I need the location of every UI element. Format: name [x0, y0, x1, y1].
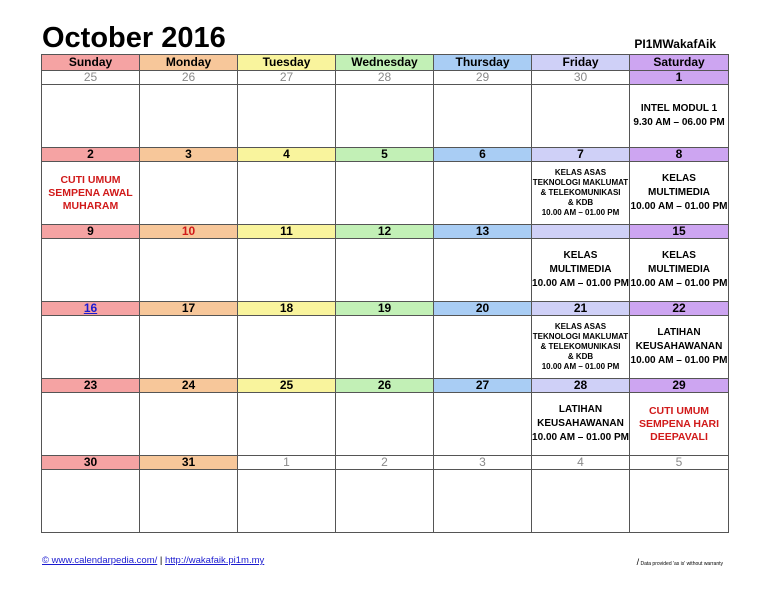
day-number: 26 [140, 71, 238, 85]
day-cell [532, 393, 630, 456]
day-number: 1 [630, 71, 729, 85]
day-cell [630, 316, 729, 379]
week-5-events-row [42, 393, 729, 456]
event-line: KELAS MULTIMEDIA [647, 173, 711, 198]
weekday-saturday: Saturday [630, 55, 729, 71]
week-1-date-row [42, 71, 729, 85]
day-number: 7 [532, 148, 630, 162]
day-cell [238, 470, 336, 533]
event-line: 10.00 AM – 01.00 PM [630, 278, 728, 289]
event-line: INTEL MODUL 1 [640, 103, 718, 114]
event-kelas-asas [532, 322, 629, 372]
event-line: LATIHAN [558, 404, 603, 415]
day-cell [434, 162, 532, 225]
day-number: 21 [532, 302, 630, 316]
day-number: 4 [532, 456, 630, 470]
day-cell [532, 162, 630, 225]
day-cell [434, 316, 532, 379]
day-cell [42, 162, 140, 225]
day-number: 9 [42, 225, 140, 239]
event-line: & KDB [567, 198, 594, 207]
day-cell [140, 85, 238, 148]
event-line: KELAS ASAS [554, 168, 607, 177]
day-number: 8 [630, 148, 729, 162]
day-cell [42, 470, 140, 533]
day-cell [42, 316, 140, 379]
day-number: 20 [434, 302, 532, 316]
week-6-date-row [42, 456, 729, 470]
day-cell [434, 470, 532, 533]
event-line: 10.00 AM – 01.00 PM [630, 355, 728, 366]
day-cell [238, 239, 336, 302]
week-4-date-row [42, 302, 729, 316]
day-cell [140, 470, 238, 533]
week-3-date-row [42, 225, 729, 239]
day-cell [630, 393, 729, 456]
day-number: 31 [140, 456, 238, 470]
event-line: SEMPENA HARI [638, 417, 720, 430]
event-line: LATIHAN [657, 327, 701, 338]
weekday-monday: Monday [140, 55, 238, 71]
day-cell [434, 85, 532, 148]
day-number: 28 [336, 71, 434, 85]
event-line: & TELEKOMUNIKASI [540, 188, 621, 197]
event-line: 10.00 AM – 01.00 PM [532, 432, 629, 443]
day-cell [336, 470, 434, 533]
day-cell [630, 85, 729, 148]
day-number: 10 [140, 225, 238, 239]
day-number: 15 [630, 225, 729, 239]
day-cell [532, 470, 630, 533]
day-number: 22 [630, 302, 729, 316]
page-title: October 2016 [42, 22, 226, 54]
week-5-date-row [42, 379, 729, 393]
day-cell [336, 85, 434, 148]
week-2-date-row [42, 148, 729, 162]
day-number: 24 [140, 379, 238, 393]
footer-links [42, 555, 264, 566]
day-number[interactable]: 16 [83, 301, 98, 315]
day-cell [532, 239, 630, 302]
day-cell [42, 393, 140, 456]
day-cell [140, 239, 238, 302]
day-cell [336, 393, 434, 456]
event-line: 10.00 AM – 01.00 PM [630, 201, 728, 212]
event-line: KELAS MULTIMEDIA [647, 250, 711, 275]
day-cell [140, 393, 238, 456]
day-number: 23 [42, 379, 140, 393]
event-holiday-deepavali [630, 405, 728, 444]
day-number-link[interactable] [42, 302, 140, 316]
event-line: SEMPENA AWAL [48, 186, 133, 199]
event-line: TEKNOLOGI MAKLUMAT [532, 332, 629, 341]
event-latihan-keusahawanan [630, 326, 728, 368]
day-cell [140, 162, 238, 225]
event-line: 9.30 AM – 06.00 PM [633, 117, 725, 128]
day-number: 29 [630, 379, 729, 393]
weekday-wednesday: Wednesday [336, 55, 434, 71]
day-number: 6 [434, 148, 532, 162]
day-number: 2 [336, 456, 434, 470]
event-line: DEEPAVALI [650, 430, 708, 443]
event-kelas-multimedia [630, 249, 728, 291]
event-line: CUTI UMUM [648, 404, 710, 417]
weekday-sunday: Sunday [42, 55, 140, 71]
day-number: 27 [434, 379, 532, 393]
day-cell [434, 393, 532, 456]
day-number: 19 [336, 302, 434, 316]
day-cell [630, 239, 729, 302]
event-kelas-multimedia [630, 172, 728, 214]
day-number: 28 [532, 379, 630, 393]
week-4-events-row [42, 316, 729, 379]
day-cell [336, 316, 434, 379]
weekday-tuesday: Tuesday [238, 55, 336, 71]
day-cell [532, 85, 630, 148]
event-kelas-multimedia [532, 249, 629, 291]
week-3-events-row [42, 239, 729, 302]
disclaimer-slash: / [636, 557, 640, 567]
day-number: 12 [336, 225, 434, 239]
day-cell [238, 316, 336, 379]
disclaimer-text: Data provided 'as is' without warranty [640, 561, 723, 567]
event-line: 10.00 AM – 01.00 PM [532, 278, 629, 289]
day-number: 27 [238, 71, 336, 85]
event-intel-modul [630, 102, 728, 130]
footer-disclaimer [637, 557, 723, 567]
event-line: & KDB [567, 352, 594, 361]
week-1-events-row [42, 85, 729, 148]
day-number: 25 [42, 71, 140, 85]
day-cell [336, 239, 434, 302]
wakafaik-link[interactable]: http://wakafaik.pi1m.my [165, 555, 265, 566]
event-latihan-keusahawanan [532, 403, 629, 445]
site-tag: PI1MWakafAik [634, 37, 716, 51]
day-number: 26 [336, 379, 434, 393]
day-cell [630, 470, 729, 533]
event-line: KEUSAHAWANAN [537, 418, 624, 429]
day-number: 3 [434, 456, 532, 470]
weekday-header-row [42, 55, 729, 71]
day-cell [434, 239, 532, 302]
day-number: 11 [238, 225, 336, 239]
day-number: 30 [42, 456, 140, 470]
day-number: 4 [238, 148, 336, 162]
event-line: 10.00 AM – 01.00 PM [541, 362, 620, 371]
calendar-grid [41, 54, 729, 533]
day-number [532, 225, 630, 239]
event-line: TEKNOLOGI MAKLUMAT [532, 178, 629, 187]
day-cell [238, 393, 336, 456]
day-cell [42, 85, 140, 148]
event-line: MUHARAM [62, 199, 119, 212]
weekday-friday: Friday [532, 55, 630, 71]
footer-separator: | [157, 555, 165, 566]
day-cell [532, 316, 630, 379]
day-number: 1 [238, 456, 336, 470]
day-cell [42, 239, 140, 302]
day-number: 13 [434, 225, 532, 239]
day-number: 29 [434, 71, 532, 85]
day-cell [630, 162, 729, 225]
weekday-thursday: Thursday [434, 55, 532, 71]
day-cell [238, 162, 336, 225]
day-number: 2 [42, 148, 140, 162]
day-cell [140, 316, 238, 379]
day-cell [238, 85, 336, 148]
day-number: 5 [336, 148, 434, 162]
week-2-events-row [42, 162, 729, 225]
event-line: 10.00 AM – 01.00 PM [541, 208, 620, 217]
event-line: KELAS MULTIMEDIA [549, 250, 612, 275]
event-line: CUTI UMUM [60, 173, 121, 186]
day-number: 30 [532, 71, 630, 85]
calendarpedia-link[interactable]: © www.calendarpedia.com/ [42, 555, 158, 566]
event-line: KELAS ASAS [554, 322, 607, 331]
week-6-events-row [42, 470, 729, 533]
event-line: & TELEKOMUNIKASI [540, 342, 621, 351]
day-number: 3 [140, 148, 238, 162]
day-number: 17 [140, 302, 238, 316]
day-number: 5 [630, 456, 729, 470]
event-holiday-awal-muharam [42, 174, 139, 213]
day-cell [336, 162, 434, 225]
day-number: 18 [238, 302, 336, 316]
event-kelas-asas [532, 168, 629, 218]
event-line: KEUSAHAWANAN [635, 341, 723, 352]
day-number: 25 [238, 379, 336, 393]
